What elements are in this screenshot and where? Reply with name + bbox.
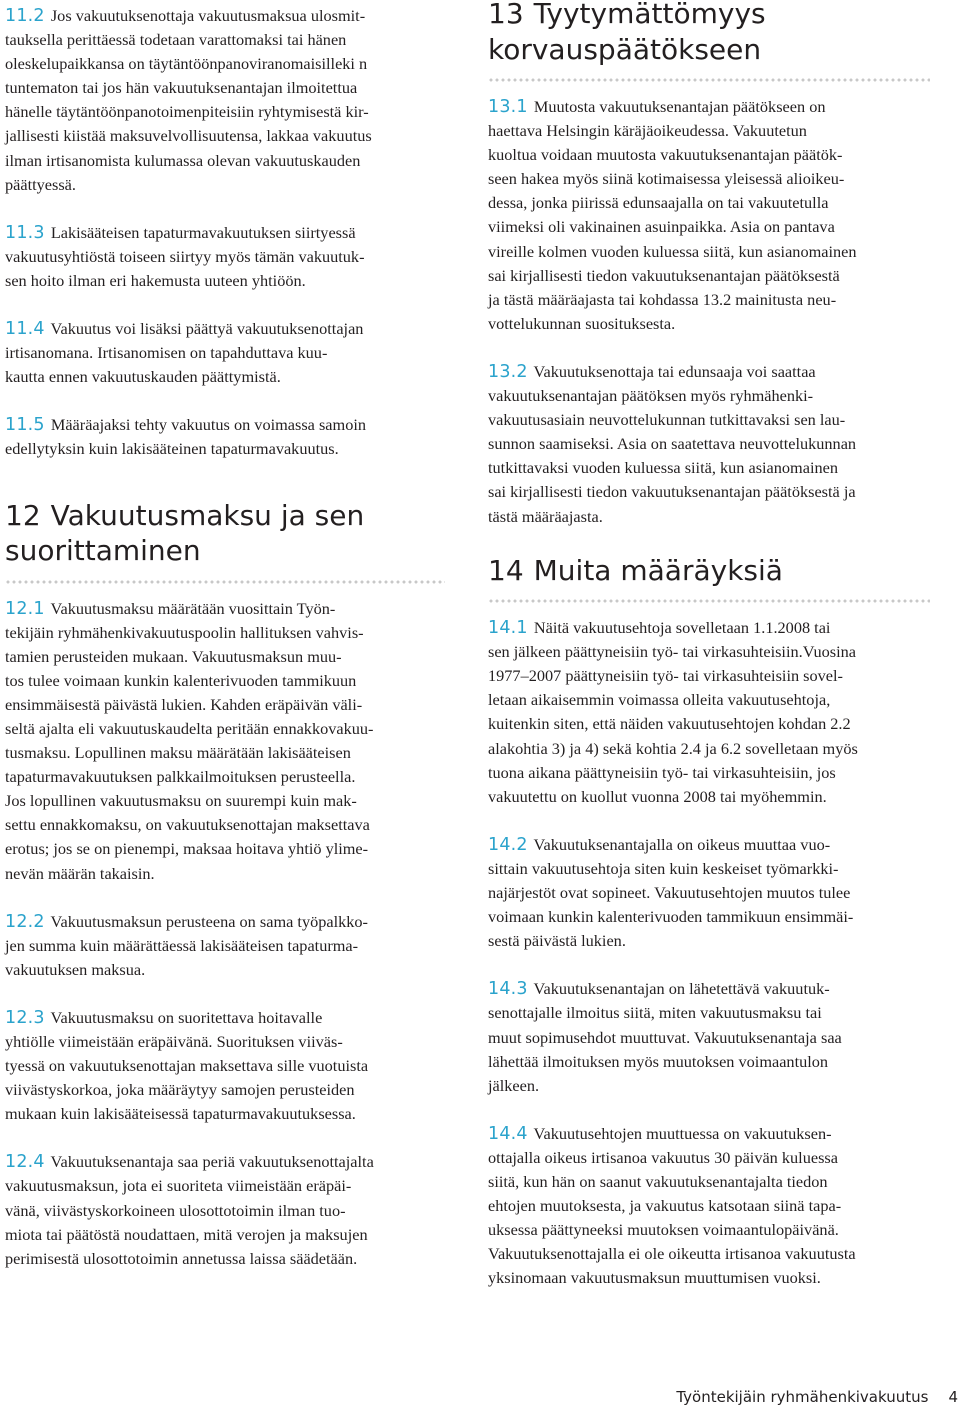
section-heading [5, 498, 445, 569]
paragraph-line: tuona aikana päättyneisiin työ- tai virkasuhteisiin, jos [488, 762, 836, 782]
heading-line2: suorittaminen [5, 534, 201, 567]
paragraph-line: nevän määrän takaisin. [5, 863, 155, 883]
section-number: 12.3 [5, 1007, 45, 1028]
section-heading [488, 0, 930, 67]
paragraph-line: Vakuutuksenottaja tai edunsaaja voi saattaa [533, 361, 816, 381]
page-footer [600, 1388, 960, 1406]
section-number: 14.4 [488, 1123, 528, 1144]
paragraph-line: erotus; jos se on pienempi, maksaa hoitava yhtiö ylime- [5, 839, 369, 859]
paragraph-line: senottajalle ilmoitus siitä, miten vakuutusmaksu tai [488, 1003, 822, 1023]
paragraph-line: tuntematon tai jos hän vakuutuksenantajan ilmoitettua [5, 78, 358, 98]
section-13-heading [488, 0, 930, 82]
paragraph-line: jallisesti kiistää maksuvelvollisuutensa, lakkaa vakuutus [5, 126, 372, 146]
paragraph-line: Vakuutusehtojen muuttuessa on vakuutuksen- [533, 1123, 832, 1143]
paragraph-line: Määräajaksi tehty vakuutus on voimassa samoin [50, 415, 366, 435]
paragraph-line: sai kirjallisesti tiedon vakuutuksenantajan päätöksestä [488, 265, 840, 285]
paragraph-line: kuitenkin siten, että näiden vakuutusehtojen kohdan 2.2 [488, 714, 851, 734]
paragraph-line: vakuutuksen maksua. [5, 959, 146, 979]
section-number: 12.1 [5, 598, 45, 619]
paragraph-12-4 [5, 1150, 445, 1270]
section-number: 14.1 [488, 618, 528, 639]
paragraph-13-1 [488, 95, 930, 336]
paragraph-line: letaan aikaisemmin voimassa olleita vakuutusehtoja, [488, 690, 831, 710]
paragraph-12-3 [5, 1006, 445, 1126]
section-number: 14.3 [488, 979, 528, 1000]
paragraph-line: lähettää ilmoituksen myös muutoksen voimaantulon [488, 1051, 829, 1071]
paragraph-14-1 [488, 616, 930, 809]
paragraph-line: vakuutusasiain neuvottelukunnan tutkittavaksi sen lau- [488, 410, 846, 430]
paragraph-line: Jos vakuutuksenottaja vakuutusmaksua ulosmit- [50, 6, 366, 25]
paragraph-12-2 [5, 910, 445, 982]
paragraph-line: settu ennakkomaksu, on vakuutuksenottajan maksettava [5, 815, 370, 835]
paragraph-line: alakohtia 3) ja 4) sekä kohtia 2.4 ja 6.2 sovelletaan myös [488, 738, 858, 758]
section-number: 11.2 [5, 6, 45, 26]
paragraph-11-5 [5, 413, 445, 461]
left-column [5, 0, 445, 1271]
paragraph-line: seltä ajalta eli vakuutuskaudelta peritään ennakkovakuu- [5, 718, 374, 738]
paragraph-line: Vakuutusmaksu on suoritettava hoitavalle [50, 1007, 323, 1027]
paragraph-line: sen hoito ilman eri hakemusta uuteen yhtiöön. [5, 270, 306, 290]
page-number: 4 [948, 1388, 958, 1406]
paragraph-line: vänä, viivästyskorkoineen ulosottotoimin ilman tuo- [5, 1200, 346, 1220]
paragraph-line: perimisestä ulosottotoimin annetussa laissa säädetään. [5, 1248, 358, 1268]
paragraph-11-2 [5, 4, 445, 197]
section-number: 13.2 [488, 361, 528, 382]
paragraph-line: kuoltua voidaan muutosta vakuutuksenantajan päätök- [488, 145, 843, 165]
paragraph-line: edellytyksin kuin lakisääteinen tapaturmavakuutus. [5, 439, 339, 459]
paragraph-line: siitä, kun hän on saanut vakuutuksenantajalta tiedon [488, 1171, 828, 1191]
paragraph-line: voimaan kunkin kalenterivuoden tammikuun ensimmäi- [488, 907, 854, 927]
paragraph-line: Muutosta vakuutuksenantajan päätökseen on [533, 97, 826, 116]
paragraph-line: vottelukunnan suosituksesta. [488, 313, 676, 333]
paragraph-14-2 [488, 833, 930, 953]
paragraph-line: ilman irtisanomista kulumassa olevan vakuutuskauden [5, 150, 361, 170]
paragraph-line: sittain vakuutusehtoja siten kuin keskeiset työmarkki- [488, 858, 839, 878]
paragraph-line: tutkittavaksi vuoden kuluessa siitä, kun asianomainen [488, 458, 838, 478]
paragraph-line: ensimmäisestä päivästä lukien. Kahden eräpäivän väli- [5, 694, 363, 714]
paragraph-line: tekijäin ryhmähenkivakuutuspoolin hallituksen vahvis- [5, 622, 364, 642]
paragraph-line: mukaan kuin lakisääteisessä tapaturmavakuutuksessa. [5, 1104, 356, 1124]
paragraph-line: seen hakea myös siinä kotimaisessa yleisessä alioikeu- [488, 169, 845, 189]
paragraph-line: Näitä vakuutusehtoja sovelletaan 1.1.2008 tai [533, 618, 831, 638]
paragraph-line: yksinomaan vakuutusmaksun muuttumisen vuoksi. [488, 1268, 821, 1288]
dotted-divider [488, 599, 930, 603]
paragraph-line: tyessä on vakuutuksenottajan maksettava sille vuotuista [5, 1056, 369, 1076]
paragraph-line: irtisanomana. Irtisanomisen on tapahduttava kuu- [5, 343, 328, 363]
heading-number: 14 [488, 553, 524, 587]
paragraph-12-1 [5, 597, 445, 886]
paragraph-line: dessa, jonka piirissä edunsaajalla on tai vakuutetulla [488, 193, 829, 213]
paragraph-line: viimeksi oli vakinainen asuinpaikka. Asia on pantava [488, 217, 835, 237]
paragraph-line: Vakuutusmaksu määrätään vuosittain Työn- [50, 598, 336, 618]
paragraph-line: sai kirjallisesti tiedon vakuutuksenantajan päätöksestä ja [488, 482, 856, 502]
heading-line1: Vakuutusmaksu ja sen [50, 498, 365, 532]
section-number: 12.2 [5, 911, 45, 932]
paragraph-line: vakuutettu on kuollut vuonna 2008 tai myöhemmin. [488, 786, 827, 806]
heading-line1: Muita määräyksiä [533, 553, 783, 587]
paragraph-line: tos tulee voimaan kunkin kalenterivuoden tammikuun [5, 670, 357, 690]
paragraph-14-3 [488, 977, 930, 1097]
footer-title: Työntekijäin ryhmähenkivakuutus [676, 1388, 929, 1406]
section-number: 13.1 [488, 97, 528, 117]
paragraph-line: oleskelupaikkansa on täytäntöönpanoviranomaisilleki n [5, 54, 368, 74]
paragraph-line: ja tästä määräajasta tai kohdassa 13.2 mainitusta neu- [488, 289, 837, 309]
paragraph-line: vakuutuksenantajan päätöksen myös ryhmähenki- [488, 386, 814, 406]
paragraph-line: Vakuutuksenottajalla ei ole oikeutta irtisanoa vakuutusta [488, 1244, 856, 1264]
paragraph-line: tauksella perittäessä todetaan varattomaksi tai hänen [5, 30, 347, 50]
heading-number: 12 [5, 498, 41, 532]
section-14-heading [488, 553, 930, 604]
paragraph-line: vireille kolmen vuoden kuluessa siitä, kun asianomainen [488, 241, 857, 261]
paragraph-14-4 [488, 1122, 930, 1291]
heading-number: 13 [488, 0, 524, 30]
paragraph-line: tamien perusteiden mukaan. Vakuutusmaksun muu- [5, 646, 342, 666]
paragraph-line: sen jälkeen päättyneisiin työ- tai virkasuhteisiin.Vuosina [488, 642, 856, 662]
paragraph-line: viivästyskorkoa, joka määräytyy samojen perusteiden [5, 1080, 355, 1100]
right-column [488, 0, 930, 1290]
section-number: 14.2 [488, 834, 528, 855]
paragraph-line: kautta ennen vakuutuskauden päättymistä. [5, 367, 281, 387]
paragraph-line: hänelle täytäntöönpanotoimenpiteisiin ryhtymisestä kir- [5, 102, 369, 122]
paragraph-line: Vakuutusmaksun perusteena on sama työpalkko- [50, 911, 368, 931]
paragraph-line: haettava Helsingin käräjäoikeudessa. Vakuutetun [488, 121, 807, 141]
heading-line1: Tyytymättömyys [533, 0, 766, 30]
paragraph-line: Jos lopullinen vakuutusmaksu on suurempi kuin mak- [5, 791, 357, 811]
paragraph-line: Vakuutuksenantajalla on oikeus muuttaa vuo- [533, 834, 831, 854]
section-number: 11.5 [5, 415, 45, 436]
paragraph-line: päättyessä. [5, 174, 76, 194]
paragraph-line: ottajalla oikeus irtisanoa vakuutus 30 päivän kuluessa [488, 1147, 838, 1167]
dotted-divider [488, 78, 930, 82]
paragraph-line: Vakuutus voi lisäksi päättyä vakuutuksenottajan [50, 319, 364, 339]
paragraph-line: tapaturmavakuutuksen palkkailmoituksen perusteella. [5, 767, 356, 787]
paragraph-line: muut sopimusehdot muuttuvat. Vakuutuksenantaja saa [488, 1027, 842, 1047]
paragraph-line: tästä määräajasta. [488, 506, 603, 526]
paragraph-11-3 [5, 221, 445, 293]
paragraph-line: Lakisääteisen tapaturmavakuutuksen siirtyessä [50, 222, 356, 242]
dotted-divider [5, 580, 445, 584]
paragraph-line: tusmaksu. Lopullinen maksu määrätään lakisääteisen [5, 743, 351, 763]
heading-line2: korvauspäätökseen [488, 32, 762, 66]
paragraph-line: yhtiölle viimeistään eräpäivänä. Suorituksen viiväs- [5, 1032, 343, 1051]
paragraph-line: jen summa kuin määrättäessä lakisääteisen tapaturma- [5, 935, 359, 955]
paragraph-line: najärjestöt ovat sopineet. Vakuutusehtojen muutos tulee [488, 883, 851, 903]
paragraph-line: ehtojen muutoksesta, ja vakuutus katsotaan siinä tapa- [488, 1196, 842, 1216]
section-number: 12.4 [5, 1152, 45, 1173]
paragraph-line: vakuutusmaksun, jota ei suoriteta viimeistään eräpäi- [5, 1176, 352, 1196]
paragraph-11-4 [5, 317, 445, 389]
section-12-heading [5, 498, 445, 584]
paragraph-line: 1977–2007 päättyneisiin työ- tai virkasuhteisiin sovel- [488, 666, 843, 686]
paragraph-line: Vakuutuksenantaja saa periä vakuutuksenottajalta [50, 1152, 374, 1172]
paragraph-13-2 [488, 360, 930, 529]
section-heading [488, 553, 930, 589]
section-number: 11.3 [5, 222, 45, 243]
section-number: 11.4 [5, 319, 45, 340]
paragraph-line: Vakuutuksenantajan on lähetettävä vakuutuk- [533, 979, 830, 999]
paragraph-line: uksessa päättyneeksi muutoksen voimaantulopäivänä. [488, 1220, 839, 1240]
paragraph-line: miota tai päätöstä noudattaen, mitä verojen ja maksujen [5, 1224, 368, 1244]
paragraph-line: sestä päivästä lukien. [488, 931, 626, 951]
paragraph-line: sunnon saamiseksi. Asia on saatettava neuvottelukunnan [488, 434, 857, 454]
paragraph-line: vakuutusyhtiöstä toiseen siirtyy myös tämän vakuutuk- [5, 246, 365, 266]
paragraph-line: jälkeen. [488, 1075, 540, 1095]
